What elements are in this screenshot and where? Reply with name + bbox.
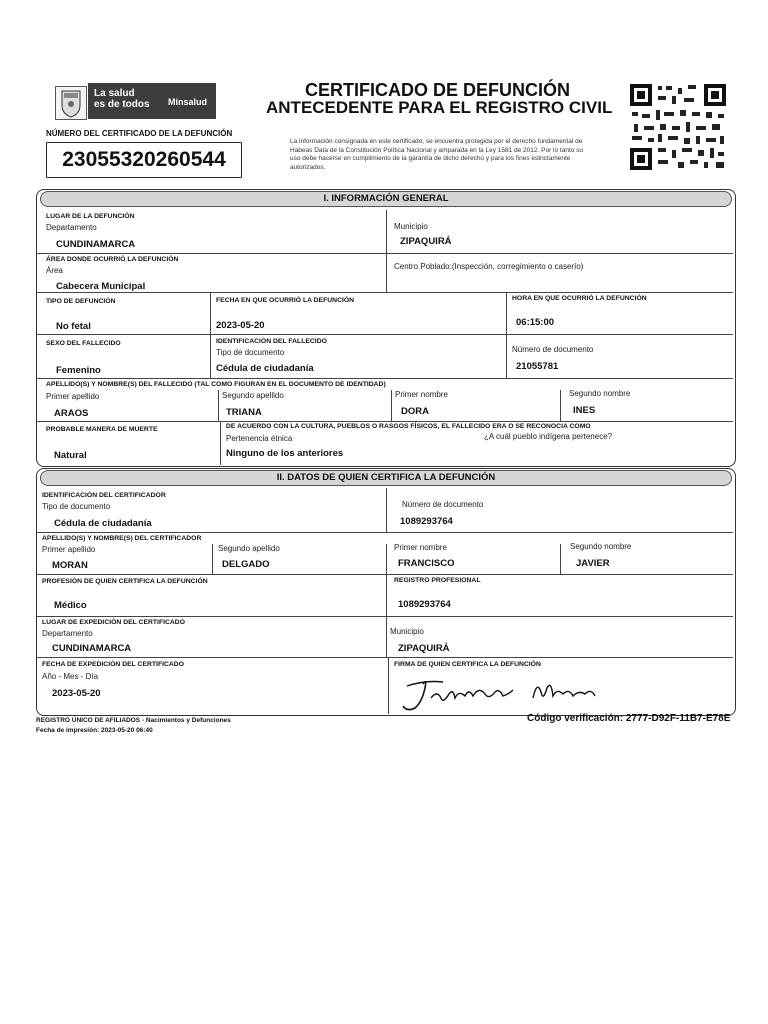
primer-nombre-value: DORA (401, 406, 429, 417)
fecha-expedicion-value: 2023-05-20 (52, 688, 101, 699)
exp-departamento-label: Departamento (42, 629, 93, 638)
lugar-defuncion-label: LUGAR DE LA DEFUNCIÓN (46, 213, 135, 220)
ident-fallecido-label: IDENTIFICACIÓN DEL FALLECIDO (216, 338, 327, 345)
cert-number: 23055320260544 (46, 142, 242, 178)
privacy-notice: La información consignada en este certificado, se encuentra protegida por el derecho fundamental de Habeas Data de la Constitución Política Nacional y amparada en la Ley 1581 de 2012. Por lo tanto su uso debe hacerse en cumplimiento de la garantía de dicho derecho y para los fines estrictamente autorizados. (290, 138, 584, 171)
centro-poblado-label: Centro Poblado:(Inspección, corregimiento o caserío) (394, 262, 584, 271)
cert-segundo-apellido-value: DELGADO (222, 559, 270, 570)
footer-registro: REGISTRO ÚNICO DE AFILIADOS - Nacimientos y Defunciones (36, 717, 231, 724)
manera-muerte-label: PROBABLE MANERA DE MUERTE (46, 426, 158, 433)
tipo-doc-label: Tipo de documento (216, 348, 285, 357)
cert-num-doc-value: 1089293764 (400, 516, 453, 527)
exp-municipio-label: Municipio (390, 627, 424, 636)
registro-profesional-label: REGISTRO PROFESIONAL (394, 577, 481, 584)
exp-departamento-value: CUNDINAMARCA (52, 643, 132, 654)
signature (395, 668, 635, 716)
cert-number-label: NÚMERO DEL CERTIFICADO DE LA DEFUNCIÓN (46, 129, 233, 138)
primer-nombre-label: Primer nombre (395, 390, 448, 399)
num-doc-label: Número de documento (512, 345, 594, 354)
cert-primer-nombre-label: Primer nombre (394, 543, 447, 552)
profesion-value: Médico (54, 600, 87, 611)
fecha-format-label: Año - Mes - Día (42, 672, 99, 681)
nombres-certificador-label: APELLIDO(S) Y NOMBRE(S) DEL CERTIFICADOR (42, 535, 202, 542)
section-general-header: I. INFORMACIÓN GENERAL (40, 191, 732, 207)
cert-primer-nombre-value: FRANCISCO (398, 558, 455, 569)
nombres-fallecido-label: APELLIDO(S) Y NOMBRE(S) DEL FALLECIDO (TAL COMO FIGURAN EN EL DOCUMENTO DE IDENTIDAD) (46, 381, 386, 388)
page-title: CERTIFICADO DE DEFUNCIÓN (305, 80, 570, 100)
firma-label: FIRMA DE QUIEN CERTIFICA LA DEFUNCIÓN (394, 661, 541, 668)
area-sub-label: Área (46, 266, 63, 275)
verification-code: Código verificación: 2777-D92F-11B7-E78E (527, 713, 731, 724)
segundo-apellido-label: Segundo apellido (222, 391, 284, 400)
pertenencia-value: Ninguno de los anteriores (226, 448, 344, 459)
logo-slogan: La salud es de todos (94, 88, 150, 110)
tipo-defuncion-label: TIPO DE DEFUNCIÓN (46, 298, 116, 305)
primer-apellido-label: Primer apellido (46, 392, 100, 401)
cert-tipo-doc-value: Cédula de ciudadanía (54, 518, 152, 529)
departamento-label: Departamento (46, 223, 97, 232)
section-certifier-header: II. DATOS DE QUIEN CERTIFICA LA DEFUNCIÓN (40, 470, 732, 486)
minsalud-logo (88, 83, 216, 119)
municipio-value: ZIPAQUIRÁ (400, 236, 452, 247)
manera-muerte-value: Natural (54, 450, 87, 461)
cert-segundo-nombre-label: Segundo nombre (570, 542, 632, 551)
cert-primer-apellido-value: MORAN (52, 560, 88, 571)
cert-segundo-nombre-value: JAVIER (576, 558, 610, 569)
sexo-label: SEXO DEL FALLECIDO (46, 340, 121, 347)
colombia-shield-icon (55, 86, 87, 120)
tipo-defuncion-value: No fetal (56, 321, 91, 332)
profesion-label: PROFESIÓN DE QUIEN CERTIFICA LA DEFUNCIÓN (42, 578, 208, 585)
municipio-label: Municipio (394, 222, 428, 231)
primer-apellido-value: ARAOS (54, 408, 89, 419)
fecha-defuncion-label: FECHA EN QUE OCURRIÓ LA DEFUNCIÓN (216, 297, 355, 304)
tipo-doc-value: Cédula de ciudadanía (216, 363, 314, 374)
ident-certificador-label: IDENTIFICACIÓN DEL CERTIFICADOR (42, 492, 166, 499)
departamento-value: CUNDINAMARCA (56, 239, 136, 250)
cultura-label: DE ACUERDO CON LA CULTURA, PUEBLOS O RASGOS FÍSICOS, EL FALLECIDO ERA O SE RECONOCIA COMO (226, 423, 591, 430)
sexo-value: Femenino (56, 365, 101, 376)
registro-profesional-value: 1089293764 (398, 599, 451, 610)
fecha-expedicion-label: FECHA DE EXPEDICIÓN DEL CERTIFICADO (42, 661, 184, 668)
hora-defuncion-value: 06:15:00 (516, 317, 555, 328)
exp-municipio-value: ZIPAQUIRÁ (398, 643, 450, 654)
segundo-nombre-label: Segundo nombre (569, 389, 631, 398)
area-value: Cabecera Municipal (56, 281, 146, 292)
qr-code-icon (628, 82, 728, 172)
segundo-apellido-value: TRIANA (226, 407, 262, 418)
fecha-defuncion-value: 2023-05-20 (216, 320, 265, 331)
lugar-expedicion-label: LUGAR DE EXPEDICIÓN DEL CERTIFICADO (42, 619, 185, 626)
cert-tipo-doc-label: Tipo de documento (42, 502, 111, 511)
page-subtitle: ANTECEDENTE PARA EL REGISTRO CIVIL (266, 98, 613, 117)
cert-num-doc-label: Número de documento (402, 500, 484, 509)
segundo-nombre-value: INES (573, 405, 596, 416)
pueblo-indigena-label: ¿A cuál pueblo indígena pertenece? (484, 432, 613, 441)
hora-defuncion-label: HORA EN QUE OCURRIÓ LA DEFUNCIÓN (512, 295, 647, 302)
footer-fecha-impresion: Fecha de impresión: 2023-05-20 06:40 (36, 727, 153, 734)
area-label: ÁREA DONDE OCURRIÓ LA DEFUNCIÓN (46, 256, 179, 263)
num-doc-value: 21055781 (516, 361, 559, 372)
cert-segundo-apellido-label: Segundo apellido (218, 544, 280, 553)
logo-ministry: Minsalud (168, 97, 208, 107)
cert-primer-apellido-label: Primer apellido (42, 545, 96, 554)
pertenencia-label: Pertenencia étnica (226, 434, 293, 443)
